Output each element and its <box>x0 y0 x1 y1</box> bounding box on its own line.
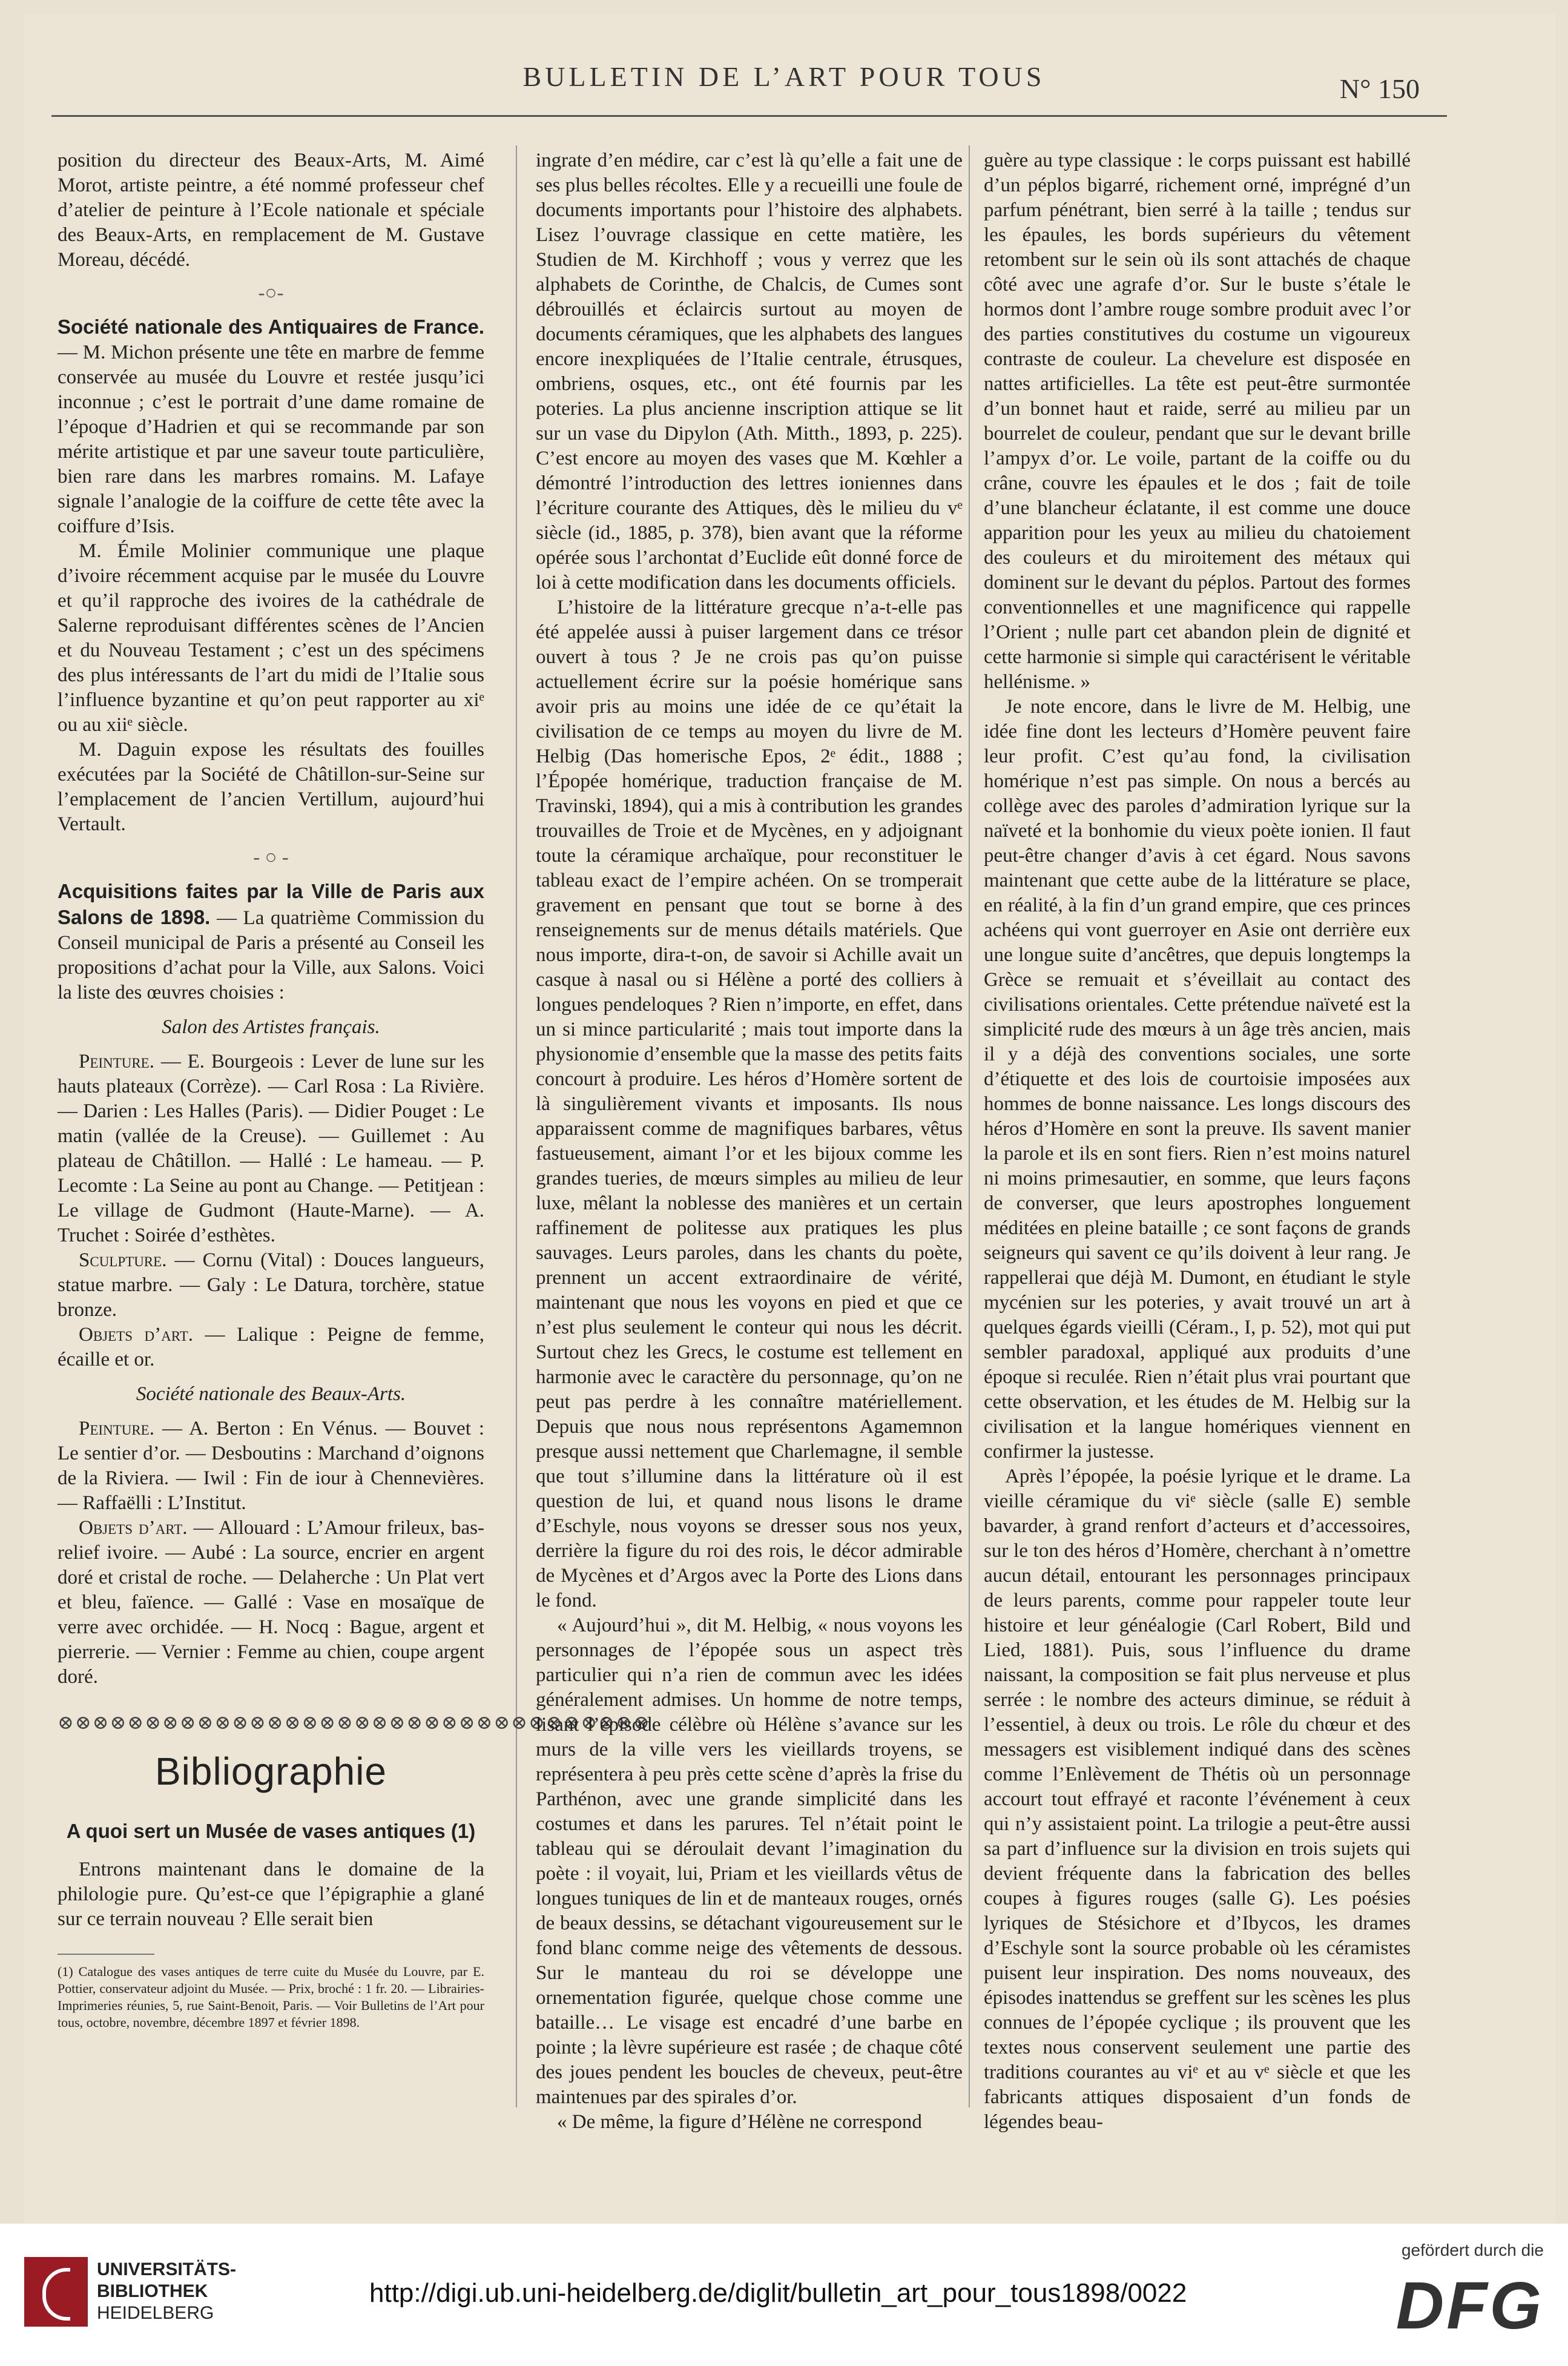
subheading: Société nationale des Beaux-Arts. <box>136 1383 406 1405</box>
paragraph: M. Émile Molinier communique une plaque d’ivoire récemment acquise par le musée du Louvre et qu’il rapproche des ivoires de la cathédrale de Salerne reproduisant différentes scènes de l’Ancien et du Nouveau Testament ; c’est un des spécimens des plus intéressants de l’art du midi de l’Italie sous l’influence byzantine et qu’on peut rapporter au xiᵉ ou au xiiᵉ siècle. <box>58 540 484 736</box>
paragraph-text: — A. Berton : En Vénus. — Bouvet : Le sentier d’or. — Desboutins : Marchand d’oignons de la Riviera. — Iwil : Fin de iour à Chennevières. — Raffaëlli : L’Institut. <box>58 1418 484 1514</box>
paragraph: « De même, la figure d’Hélène ne correspond <box>557 2111 922 2133</box>
paragraph <box>58 1416 484 1516</box>
bibliography-heading: Bibliographie <box>154 1750 387 1793</box>
paragraph-text: — E. Bourgeois : Lever de lune sur les hauts plateaux (Corrèze). — Carl Rosa : La Rivière. — Darien : Les Halles (Paris). — Didier Pouget : Le matin (vallée de la Creuse). — Guillemet : Au plateau de Châtillon. — Hallé : Le hameau. — P. Lecomte : La Seine au pont au Change. — Petitjean : Le village de Gudmont (Haute-Marne). — A. Truchet : Soirée d’esthètes. <box>58 1051 484 1246</box>
ornament: -○- <box>258 282 284 304</box>
column-middle <box>536 148 963 2135</box>
paragraph-text: — La quatrième Commission du Conseil municipal de Paris a présenté au Conseil les propositions d’achat pour la Ville, aux Salons. Voici la liste des œuvres choisies : <box>58 907 484 1003</box>
paragraph: Entrons maintenant dans le domaine de la philologie pure. Qu’est-ce que l’épigraphie a glané sur ce terrain nouveau ? Elle serait bien <box>58 1859 484 1930</box>
paragraph-text: — Cornu (Vital) : Douces langueurs, statue marbre. — Galy : Le Datura, torchère, statue bronze. <box>58 1249 484 1321</box>
paragraph-text: — M. Michon présente une tête en marbre de femme conservée au musée du Louvre et restée jusqu’ici inconnue ; c’est le portrait d’une dame romaine de l’époque d’Hadrien et qui se recommande par son mérite artistique et par une saveur toute particulière, bien rare dans les marbres romains. M. Lafaye signale l’analogie de la coiffure de cette tête avec la coiffure d’Isis. <box>58 342 484 537</box>
paragraph: guère au type classique : le corps puissant est habillé d’un péplos bigarré, richement orné, imprégné d’un parfum pénétrant, bien serré à la taille ; tendus sur les épaules, les bords supérieurs du vêtement retombent sur le sein où ils sont attachés de chaque côté avec une agrafe d’or. Sur le buste s’étale le hormos dont l’ambre rouge sombre produit avec l’or des parties constitutives du costume un vigoureux contraste de couleur. La chevelure est disposée en nattes artificielles. La tête est peut-être surmontée d’un bonnet haut et raide, serré au milieu par un bourrelet de couleur, pendant que sur le devant brille l’ampyx d’or. Le voile, partant de la coiffe ou du crâne, couvre les épaules et le dos ; fait de toile d’une blancheur éclatante, il est comme une douce apparition pour les yeux au milieu du chatoiement des couleurs et du miroitement des métaux qui dominent sur le devant du péplos. Partout des formes conventionnelles et une magnificence qui rappelle l’Orient ; nulle part cet abandon plein de dignité et cette harmonie si simple qui caractérisent le véritable hellénisme. » <box>984 150 1411 693</box>
ornament: - ○ - <box>253 847 289 868</box>
column-rule <box>516 145 517 2107</box>
article-title: A quoi sert un Musée de vases antiques (1) <box>66 1820 476 1842</box>
paragraph: ingrate d’en médire, car c’est là qu’elle a fait une de ses plus belles récoltes. Elle y a recueilli une foule de documents importants pour l’histoire des alphabets. Lisez l’ouvrage classique en cette matière, les Studien de M. Kirchhoff ; vous y verrez que les alphabets de Corinthe, de Chalcis, de Cumes sont débrouillés et éclaircis surtout au moyen de documents céramiques, que les alphabets des langues encore inexpliquées de l’Italie centrale, étrusques, ombriens, osques, etc., ont été fournis par les poteries. La plus ancienne inscription attique se lit sur un vase du Dipylon (Ath. Mitth., 1893, p. 225). C’est encore au moyen des vases que M. Kœhler a démontré l’introduction des lettres ioniennes dans l’écriture courante des Attiques, dès le milieu du vᵉ siècle (id., 1885, p. 378), bien avant que la réforme opérée sous l’archontat d’Euclide eût donné force de loi à cette modification dans les documents officiels. <box>536 150 963 593</box>
paragraph: L’histoire de la littérature grecque n’a-t-elle pas été appelée aussi à puiser largement dans ce trésor ouvert à tous ? Je ne crois pas qu’on puisse actuellement écrire sur la poésie homérique sans avoir pris au moins une idée de ce qu’était la civilisation de ce temps au moyen du livre de M. Helbig (Das homerische Epos, 2ᵉ édit., 1888 ; l’Épopée homérique, traduction française de M. Travinski, 1894), qui a mis à contribution les grandes trouvailles de Troie et de Mycènes, en y adjoignant toute la céramique archaïque, pour reconstituer le tableau exact de l’empire achéen. On se tromperait gravement en pensant que tout se borne à des renseignements sur de menus détails matériels. Que nous importe, dira-t-on, de savoir si Achille avait un casque à nasal ou si Hélène a porté des colliers à longues pendeloques ? Rien n’importe, en effet, dans un si mince particularité ; mais tout importe dans la physionomie d’ensemble que la masse des petits faits concourt à produire. Les héros d’Homère sortent de là singulièrement vivants et imposants. Ils nous apparaissent comme de magnifiques barbares, vêtus fastueusement, aimant l’or et les bijoux comme les grandes tueries, de mœurs simples au milieu de leur luxe, mêlant la noblesse des manières et un certain raffinement de politesse aux pratiques les plus sauvages. Leurs paroles, dans les chants du poète, prennent un accent extraordinaire de vérité, maintenant que nous les voyons en pied et que ce n’est plus seulement le conteur qui nous les décrit. Surtout chez les Grecs, le costume est tellement en harmonie avec le caractère du personnage, qu’on ne peut pas perdre à les connaître matériellement. Depuis que nous nous représentons Agamemnon presque aussi nettement que Charlemagne, il semble que tout s’illumine dans la littérature où il est question de lui, et quand nous lisons le drame d’Eschyle, nous voyons se dresser sous nos yeux, derrière la figure du roi des rois, le décor admirable de Mycènes et d’Argos avec la Porte des Lions dans le fond. <box>536 596 963 1611</box>
column-rule <box>969 145 970 2107</box>
ornamental-band: ⊗⊗⊗⊗⊗⊗⊗⊗⊗⊗⊗⊗⊗⊗⊗⊗⊗⊗⊗⊗⊗⊗⊗⊗⊗⊗⊗⊗⊗⊗⊗⊗⊗⊗ <box>58 1711 651 1733</box>
footer-bar <box>0 2224 1568 2366</box>
column-left <box>58 148 651 2031</box>
running-head: BULLETIN DE L’ART POUR TOUS <box>522 61 1046 92</box>
institution-name <box>97 2259 236 2324</box>
institution-line: HEIDELBERG <box>97 2303 214 2323</box>
dfg-logo: DFG <box>1395 2269 1544 2343</box>
category-label: Peinture. <box>79 1418 154 1439</box>
paragraph: position du directeur des Beaux-Arts, M. Aimé Morot, artiste peintre, a été nommé professeur chef d’atelier de peinture à l’Ecole nationale et spéciale des Beaux-Arts, en remplacement de M. Gustave Moreau, décédé. <box>58 150 484 271</box>
category-label: Objets d’art. <box>79 1324 194 1346</box>
category-label: Sculpture. <box>79 1249 167 1271</box>
paragraph-text: — Allouard : L’Amour frileux, bas-relief ivoire. — Aubé : La source, encrier en argent doré et cristal de roche. — Delaherche : Un Plat vert et bleu, faïence. — Gallé : Vase en mosaïque de verre avec orchidée. — H. Nocq : Bague, argent et pierrerie. — Vernier : Femme au chien, coupe argent doré. <box>58 1517 485 1688</box>
section-heading: Acquisitions faites par la Ville de Paris aux Salons de 1898. <box>58 880 484 928</box>
paragraph: M. Daguin expose les résultats des fouilles exécutées par la Société de Châtillon-sur-Seine sur l’emplacement de l’ancien Vertillum, aujourd’hui Vertault. <box>58 739 484 835</box>
page-number: N° 150 <box>1339 73 1420 104</box>
institution-line: UNIVERSITÄTS- <box>97 2259 237 2279</box>
paragraph <box>58 1049 484 1248</box>
paragraph <box>58 1516 484 1690</box>
subheading: Salon des Artistes français. <box>162 1016 380 1038</box>
institution-line: BIBLIOTHEK <box>97 2281 208 2301</box>
paragraph: « Aujourd’hui », dit M. Helbig, « nous voyons les personnages de l’épopée sous un aspect très particulier qui n’a rien de commun avec les idées généralement admises. Un homme de notre temps, lisant l’épisode célèbre où Hélène s’avance sur les murs de la ville vers les vieillards troyens, se représentera à peu près cette scène d’après la frise du Parthénon, avec une grande simplicité dans les costumes et dans les parures. Tel n’était point le tableau qui se déroulait devant l’imagination du poète : il voyait, lui, Priam et les vieillards vêtus de longues tuniques de lin et de manteaux rouges, ornés de beaux dessins, se détachant vigoureusement sur le fond blanc comme neige des vêtements de dessous. Sur le manteau du roi se développe une ornementation figurée, quelque chose comme une bataille… Le visage est encadré d’une barbe en pointe ; la lèvre supérieure est rasée ; de chaque côté des joues pendent les boucles de cheveux, peut-être maintenues par des spirales d’or. <box>536 1614 963 2108</box>
paragraph <box>58 1323 484 1372</box>
paragraph-text: — Lalique : Peigne de femme, écaille et or. <box>58 1324 484 1370</box>
paragraph: Après l’épopée, la poésie lyrique et le drame. La vieille céramique du viᵉ siècle (salle E) semble bavarder, à grand renfort d’acteurs et d’accessoires, sur le ton des héros d’Homère, cherchant à n’omettre aucun détail, entourant les personnages principaux de leurs parents, comme pour rappeler toute leur histoire et leur généalogie (Carl Robert, Bild und Lied, 1881). Puis, sous l’influence du drame naissant, la composition se fait plus nerveuse et plus serrée : le nombre des acteurs diminue, se réduit à l’essentiel, à deux ou trois. Le rôle du chœur et des messagers est visiblement indiqué dans des scènes comme l’Enlèvement de Thétis où un personnage accourt tout effrayé et raconte l’événement à ceux qui n’y assistaient point. La trilogie a peut-être aussi sa part d’influence sur la division en trois sujets qui devient fréquente dans la fabrication des belles coupes à figures rouges (salle G). Les poésies lyriques de Stésichore et d’Ibycos, les drames d’Eschyle sont la source probable où les céramistes puisent leur inspiration. Des noms nouveaux, des épisodes inattendus se greffent sur les scènes les plus connues de l’épopée cyclique ; ils prouvent que les textes nous conservent seulement une partie des traditions courantes au viᵉ et au vᵉ siècle et que les fabricants attiques disposaient d’un fonds de légendes beau- <box>984 1466 1411 2133</box>
section-heading: Société nationale des Antiquaires de France. <box>58 316 484 338</box>
source-url-link[interactable]: http://digi.ub.uni-heidelberg.de/diglit/bulletin_art_pour_tous1898/0022 <box>369 2278 1187 2308</box>
university-logo-icon <box>24 2257 88 2327</box>
category-label: Peinture. <box>79 1051 154 1072</box>
column-right <box>984 148 1411 2135</box>
paragraph: Je note encore, dans le livre de M. Helbig, une idée fine dont les lecteurs d’Homère peuvent faire leur profit. C’est qu’au fond, la civilisation homérique n’est pas simple. On nous a bercés au collège avec des paroles d’admiration lyrique sur la naïveté et la bonhomie du vieux poète ionien. Il faut peut-être changer d’avis à cet égard. Nous savons maintenant que cette aube de la littérature se place, en réalité, à la fin d’un grand empire, que ces princes achéens qui vont guerroyer en Asie ont derrière eux une longue suite d’ancêtres, que depuis longtemps la Grèce se remuait et s’éveillait au contact des civilisations orientales. Cette prétendue naïveté est la simplicité rude des mœurs à un âge très ancien, mais il y a déjà des conventions sociales, une sorte d’étiquette et des lois de courtoisie imposées aux hommes de bonne naissance. Les longs discours des héros d’Homère en sont la preuve. Ils savent manier la parole et ils en sont fiers. Rien n’est moins naturel ni moins primesautier, en somme, que leurs façons de converser, que leurs apostrophes longuement méditées en pleine bataille ; ce sont façons de grands seigneurs qui savent ce qu’ils doivent à leur rang. Je rappellerai que déjà M. Dumont, en étudiant le style mycénien sur les poteries, y avait trouvé un art à quelques égards vieilli (Céram., I, p. 52), mot qui put sembler paradoxal, appliqué aux produits d’une époque si reculée. Rien n’était plus vrai pourtant que cette observation, et les études de M. Helbig sur la civilisation et la langue homériques viennent en confirmer la justesse. <box>984 696 1411 1462</box>
paragraph <box>58 1248 484 1323</box>
header-rule <box>51 115 1447 117</box>
category-label: Objets d’art. <box>79 1517 188 1539</box>
footnote: (1) Catalogue des vases antiques de terre cuite du Musée du Louvre, par E. Pottier, conservateur adjoint du Musée. — Prix, broché : 1 fr. 20. — Librairies-Imprimeries réunies, 5, rue Saint-Benoit, Paris. — Voir Bulletins de l’Art pour tous, octobre, novembre, décembre 1897 et février 1898. <box>58 1964 484 2030</box>
funded-by-label: gefördert durch die <box>1401 2241 1544 2259</box>
footnote-rule <box>58 1954 154 1955</box>
